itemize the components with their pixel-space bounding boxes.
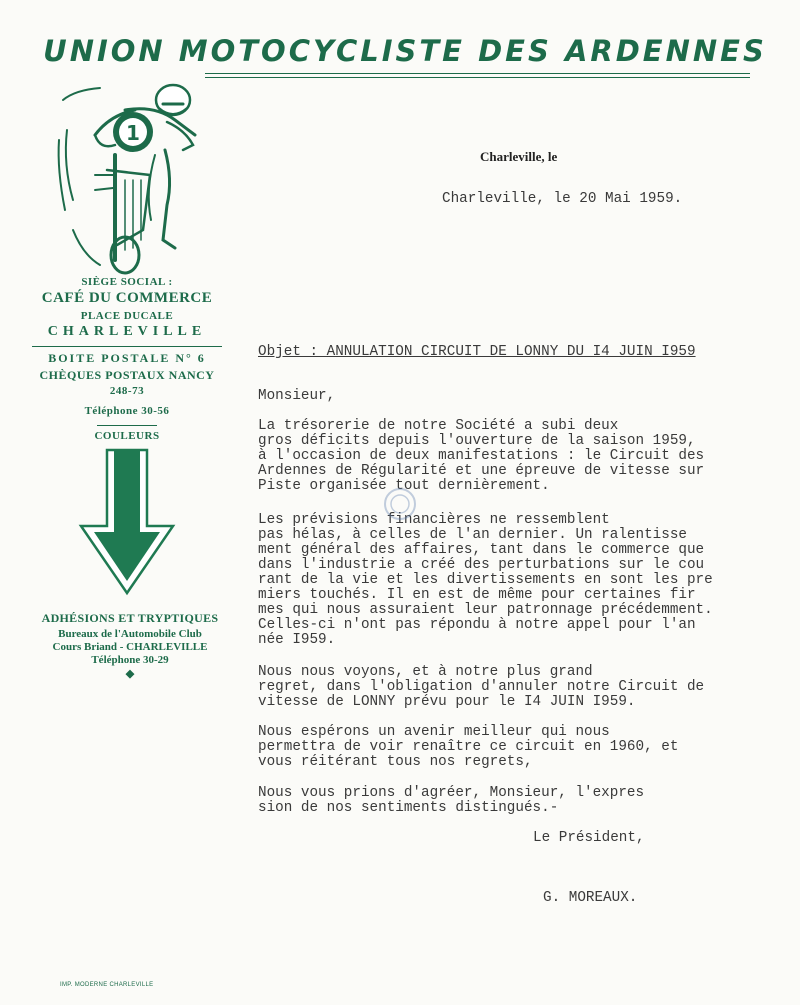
adhesions-line1: Bureaux de l'Automobile Club xyxy=(58,628,202,640)
text-line: regret, dans l'obligation d'annuler notre Circuit de xyxy=(258,679,705,695)
paragraph xyxy=(258,513,713,648)
adhesions-title: ADHÉSIONS ET TRYPTIQUES xyxy=(41,611,219,625)
letter-subject: Objet : ANNULATION CIRCUIT DE LONNY DU I4 JUIN I959 xyxy=(258,344,696,360)
text-line: gros déficits depuis l'ouverture de la saison 1959, xyxy=(258,433,696,449)
letterhead-title: UNION MOTOCYCLISTE DES ARDENNES xyxy=(43,34,767,68)
siege-label: SIÈGE SOCIAL : xyxy=(81,276,173,288)
place-name: PLACE DUCALE xyxy=(80,310,174,322)
text-line: La trésorerie de notre Société a subi deux xyxy=(258,418,619,434)
city-name: CHARLEVILLE xyxy=(47,324,207,339)
letter-closing: Le Président, xyxy=(533,830,645,846)
divider xyxy=(32,346,222,347)
letter-signatory: G. MOREAUX. xyxy=(543,890,638,906)
cheques-postaux: CHÈQUES POSTAUX NANCY xyxy=(39,368,215,382)
text-line: pas hélas, à celles de l'an dernier. Un ralentisse xyxy=(258,527,687,543)
text-line: Nous espérons un avenir meilleur qui nous xyxy=(258,724,610,740)
adhesions-telephone: Téléphone 30-29 xyxy=(91,654,169,666)
letterhead-sidebar xyxy=(22,276,232,598)
boite-postale: BOITE POSTALE N° 6 xyxy=(48,351,206,365)
cafe-name: CAFÉ DU COMMERCE xyxy=(41,290,213,306)
couleurs-label: COULEURS xyxy=(94,430,160,442)
text-line: mes qui nous assuraient leur patronnage précédemment. xyxy=(258,602,713,618)
printed-place: Charleville, le xyxy=(480,149,558,164)
paragraph xyxy=(258,419,704,494)
down-arrow-icon xyxy=(77,448,177,598)
text-line: Les prévisions financières ne ressemblent xyxy=(258,512,610,528)
racing-number: 1 xyxy=(126,121,140,145)
adhesions-block xyxy=(25,611,235,680)
telephone: Téléphone 30-56 xyxy=(84,405,170,417)
text-line: vous réitérant tous nos regrets, xyxy=(258,754,533,770)
letter-salutation: Monsieur, xyxy=(258,388,336,404)
text-line: ment général des affaires, tant dans le commerce que xyxy=(258,542,705,558)
text-line: rant de la vie et les divertissements en sont les pre xyxy=(258,572,713,588)
text-line: Ardennes de Régularité et une épreuve de vitesse sur xyxy=(258,463,705,479)
letter-date: Charleville, le 20 Mai 1959. xyxy=(442,191,683,207)
text-line: Nous vous prions d'agréer, Monsieur, l'expres xyxy=(258,785,645,801)
text-line: miers touchés. Il en est de même pour certaines fir xyxy=(258,587,696,603)
paragraph xyxy=(258,786,644,816)
text-line: dans l'industrie a créé des perturbations sur le cou xyxy=(258,557,705,573)
text-line: permettra de voir renaître ce circuit en 1960, et xyxy=(258,739,679,755)
archive-stamp-icon xyxy=(378,486,422,522)
motorcyclist-illustration xyxy=(55,80,205,275)
masthead-rule xyxy=(205,73,750,82)
text-line: Nous nous voyons, et à notre plus grand xyxy=(258,664,593,680)
divider xyxy=(97,425,157,426)
text-line: à l'occasion de deux manifestations : le Circuit des xyxy=(258,448,705,464)
text-line: Celles-ci n'ont pas répondu à notre appel pour l'an xyxy=(258,617,696,633)
text-line: sion de nos sentiments distingués.- xyxy=(258,800,559,816)
text-line: vitesse de LONNY prévu pour le I4 JUIN I959. xyxy=(258,694,636,710)
cheques-number: 248-73 xyxy=(109,385,145,397)
text-line: née I959. xyxy=(258,632,336,648)
adhesions-line2: Cours Briand - CHARLEVILLE xyxy=(52,641,208,653)
text-line: Piste organisée tout dernièrement. xyxy=(258,478,550,494)
paragraph xyxy=(258,725,678,770)
diamond-ornament-icon: ◆ xyxy=(125,668,135,680)
printer-credit: IMP. MODERNE CHARLEVILLE xyxy=(60,982,154,988)
paragraph xyxy=(258,665,704,710)
